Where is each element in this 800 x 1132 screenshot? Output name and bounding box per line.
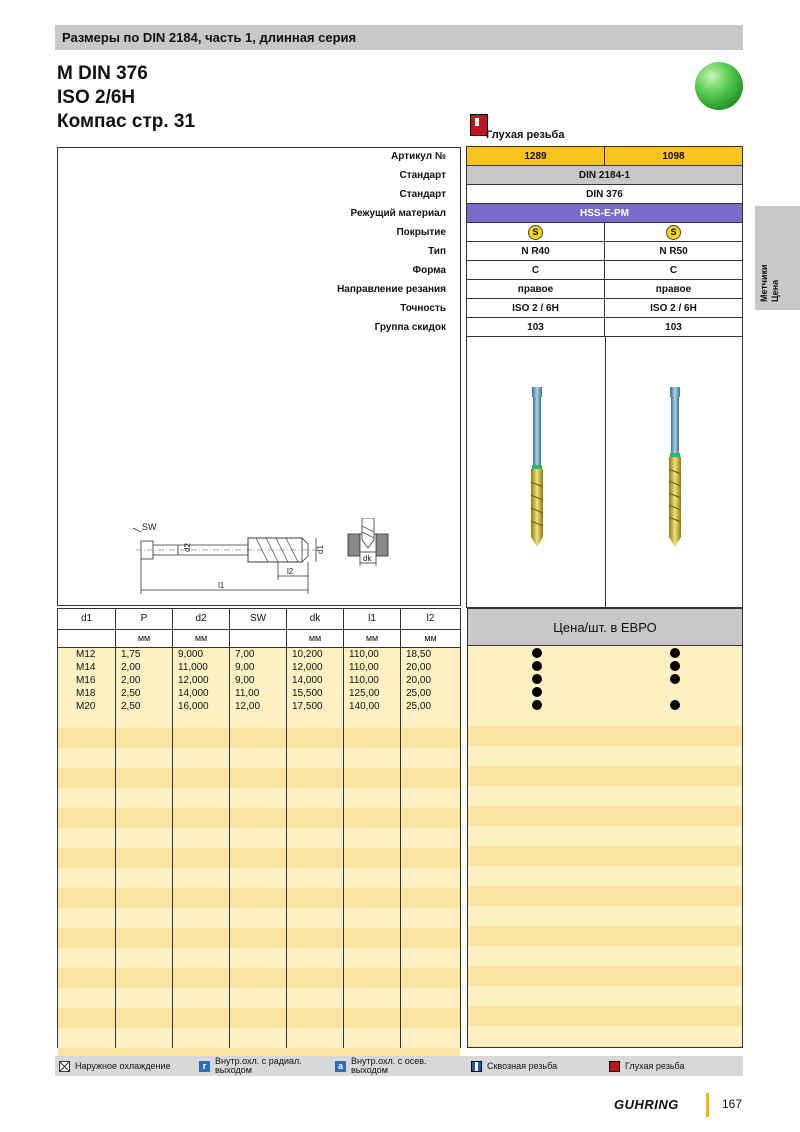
availability-dot — [532, 661, 542, 671]
legend-internal-axial — [335, 1056, 451, 1076]
label-article: Артикул № — [391, 151, 446, 162]
page-number: 167 — [722, 1097, 743, 1111]
through-thread-icon — [471, 1061, 482, 1072]
table-cell-d2: 12,000 — [178, 675, 209, 686]
table-band — [468, 786, 743, 806]
label-standard-2: Стандарт — [399, 189, 446, 200]
table-band — [468, 966, 743, 986]
table-band — [468, 946, 743, 966]
direction-2: правое — [605, 280, 742, 299]
coating-cell-2 — [605, 223, 742, 242]
availability-dot — [670, 661, 680, 671]
table-cell-d2: 9,000 — [178, 649, 204, 660]
table-cell-sw: 9,00 — [235, 662, 255, 673]
table-cell-l2: 20,00 — [406, 675, 432, 686]
tap-technical-drawing — [118, 518, 458, 603]
discount-group-1: 103 — [467, 318, 605, 337]
column-divider — [229, 648, 230, 1048]
form-2: C — [605, 261, 742, 280]
type-2: N R50 — [605, 242, 742, 261]
price-table-body — [467, 646, 743, 1048]
label-form: Форма — [412, 265, 446, 276]
table-cell-d1: M12 — [76, 649, 96, 660]
unit-sw — [230, 629, 287, 647]
label-coating: Покрытие — [396, 227, 446, 238]
table-cell-dk: 12,000 — [292, 662, 323, 673]
tap-image-n-r50 — [663, 387, 687, 547]
table-cell-dk: 15,500 — [292, 688, 323, 699]
table-cell-dk: 10,200 — [292, 649, 323, 660]
table-cell-d1: M20 — [76, 701, 96, 712]
table-cell-dk: 17,500 — [292, 701, 323, 712]
d1-label: d1 — [316, 545, 325, 554]
l1-label: l1 — [218, 581, 225, 590]
availability-dot — [532, 648, 542, 658]
legend-internal-axial-label: Внутр.охл. с осев. выходом — [351, 1056, 427, 1075]
tap-image-n-r40 — [525, 387, 549, 547]
blind-thread-label: Глухая резьба — [486, 129, 565, 141]
d2-label: d2 — [183, 543, 192, 552]
properties-frame — [57, 147, 461, 606]
section-header: Размеры по DIN 2184, часть 1, длинная серия — [55, 25, 743, 50]
coating-s-badge: S — [666, 225, 681, 240]
availability-dot — [670, 648, 680, 658]
unit-d2: мм — [173, 629, 230, 647]
guhring-logo: GUHRING — [614, 1097, 679, 1112]
table-cell-p: 1,75 — [121, 649, 141, 660]
standard-din-2184: DIN 2184-1 — [467, 166, 742, 185]
column-divider — [400, 648, 401, 1048]
standard-din-376: DIN 376 — [467, 185, 742, 204]
column-divider — [286, 648, 287, 1048]
table-cell-d2: 11,000 — [178, 662, 208, 673]
table-cell-sw: 9,00 — [235, 675, 255, 686]
header-dk: dk — [287, 609, 344, 629]
table-cell-l1: 125,00 — [349, 688, 380, 699]
header-d1: d1 — [58, 609, 116, 629]
unit-d1 — [58, 629, 116, 647]
label-material: Режущий материал — [350, 208, 446, 219]
external-cooling-icon — [59, 1061, 70, 1072]
form-1: C — [467, 261, 605, 280]
table-band — [468, 746, 743, 766]
availability-dot — [670, 700, 680, 710]
legend-internal-radial — [199, 1056, 315, 1076]
table-cell-l1: 110,00 — [349, 649, 379, 660]
table-band — [468, 1006, 743, 1026]
column-divider — [115, 648, 116, 1048]
type-1: N R40 — [467, 242, 605, 261]
table-cell-p: 2,00 — [121, 675, 141, 686]
table-cell-l2: 25,00 — [406, 701, 432, 712]
direction-1: правое — [467, 280, 605, 299]
article-1289: 1289 — [467, 147, 605, 166]
table-band — [468, 1026, 743, 1046]
table-cell-d1: M14 — [76, 662, 96, 673]
availability-dot — [532, 687, 542, 697]
header-sw: SW — [230, 609, 287, 629]
table-cell-d1: M16 — [76, 675, 96, 686]
table-cell-l1: 110,00 — [349, 675, 379, 686]
table-cell-p: 2,50 — [121, 701, 141, 712]
table-cell-sw: 11,00 — [235, 688, 260, 699]
table-band — [468, 1046, 743, 1048]
table-cell-d2: 14,000 — [178, 688, 209, 699]
discount-group-2: 103 — [605, 318, 742, 337]
side-tab-text: Метчики Цена — [759, 264, 780, 302]
legend-external-label: Наружное охлаждение — [75, 1061, 171, 1071]
unit-p: мм — [116, 629, 173, 647]
table-band — [468, 886, 743, 906]
accuracy-1: ISO 2 / 6H — [467, 299, 605, 318]
column-divider — [343, 648, 344, 1048]
l2-label: l2 — [287, 567, 294, 576]
header-p: P — [116, 609, 173, 629]
internal-radial-icon: r — [199, 1061, 210, 1072]
article-columns-frame — [466, 146, 743, 608]
table-cell-p: 2,00 — [121, 662, 141, 673]
header-l1: l1 — [344, 609, 401, 629]
table-cell-l1: 140,00 — [349, 701, 380, 712]
legend-blind-label: Глухая резьба — [625, 1061, 685, 1071]
blind-thread-legend-icon — [609, 1061, 620, 1072]
footer-divider — [706, 1093, 709, 1117]
header-l2: l2 — [426, 613, 435, 624]
header-d2: d2 — [173, 609, 230, 629]
material-hss-e-pm: HSS-E-PM — [467, 204, 742, 223]
table-band — [468, 926, 743, 946]
legend-blind — [609, 1056, 684, 1076]
table-band — [468, 906, 743, 926]
table-band — [468, 846, 743, 866]
title-line-2: ISO 2/6H — [57, 87, 136, 108]
table-cell-dk: 14,000 — [292, 675, 323, 686]
sw-label: SW — [142, 522, 157, 532]
label-type: Тип — [428, 246, 446, 257]
table-band — [468, 866, 743, 886]
table-band — [468, 806, 743, 826]
table-units-row — [58, 629, 460, 648]
label-standard-1: Стандарт — [399, 170, 446, 181]
table-cell-l2: 25,00 — [406, 688, 432, 699]
availability-dot — [670, 674, 680, 684]
label-direction: Направление резания — [337, 284, 446, 295]
unit-dk: мм — [287, 629, 344, 647]
column-divider — [172, 648, 173, 1048]
coating-s-badge: S — [528, 225, 543, 240]
table-cell-d2: 16,000 — [178, 701, 209, 712]
table-cell-l1: 110,00 — [349, 662, 379, 673]
label-accuracy: Точность — [400, 303, 446, 314]
unit-l2: мм — [424, 633, 437, 643]
dk-label: dk — [363, 554, 372, 563]
table-cell-sw: 7,00 — [235, 649, 255, 660]
coating-cell-1 — [467, 223, 605, 242]
legend-external — [59, 1056, 170, 1076]
table-cell-d1: M18 — [76, 688, 96, 699]
accuracy-2: ISO 2 / 6H — [605, 299, 742, 318]
title-line-1: M DIN 376 — [57, 63, 148, 84]
table-header-row — [58, 609, 460, 630]
legend-through-label: Сквозная резьба — [487, 1061, 558, 1071]
title-line-3: Компас стр. 31 — [57, 111, 196, 132]
table-band — [468, 826, 743, 846]
table-cell-sw: 12,00 — [235, 701, 261, 712]
table-cell-l2: 20,00 — [406, 662, 432, 673]
dimensions-table — [57, 608, 461, 1048]
legend-bar — [55, 1056, 743, 1076]
legend-internal-radial-label: Внутр.охл. с радиал. выходом — [215, 1056, 302, 1075]
availability-dot — [532, 700, 542, 710]
table-cell-p: 2,50 — [121, 688, 141, 699]
availability-dot — [532, 674, 542, 684]
side-tab-taps-price — [755, 206, 800, 310]
internal-axial-icon: a — [335, 1061, 346, 1072]
label-discount-group: Группа скидок — [374, 322, 446, 333]
price-header: Цена/шт. в ЕВРО — [467, 608, 743, 646]
article-1098: 1098 — [605, 147, 742, 166]
table-cell-l2: 18,50 — [406, 649, 432, 660]
legend-through — [471, 1056, 557, 1076]
unit-l1: мм — [344, 629, 401, 647]
table-band — [468, 766, 743, 786]
green-ball-icon — [695, 62, 743, 110]
table-band — [468, 986, 743, 1006]
